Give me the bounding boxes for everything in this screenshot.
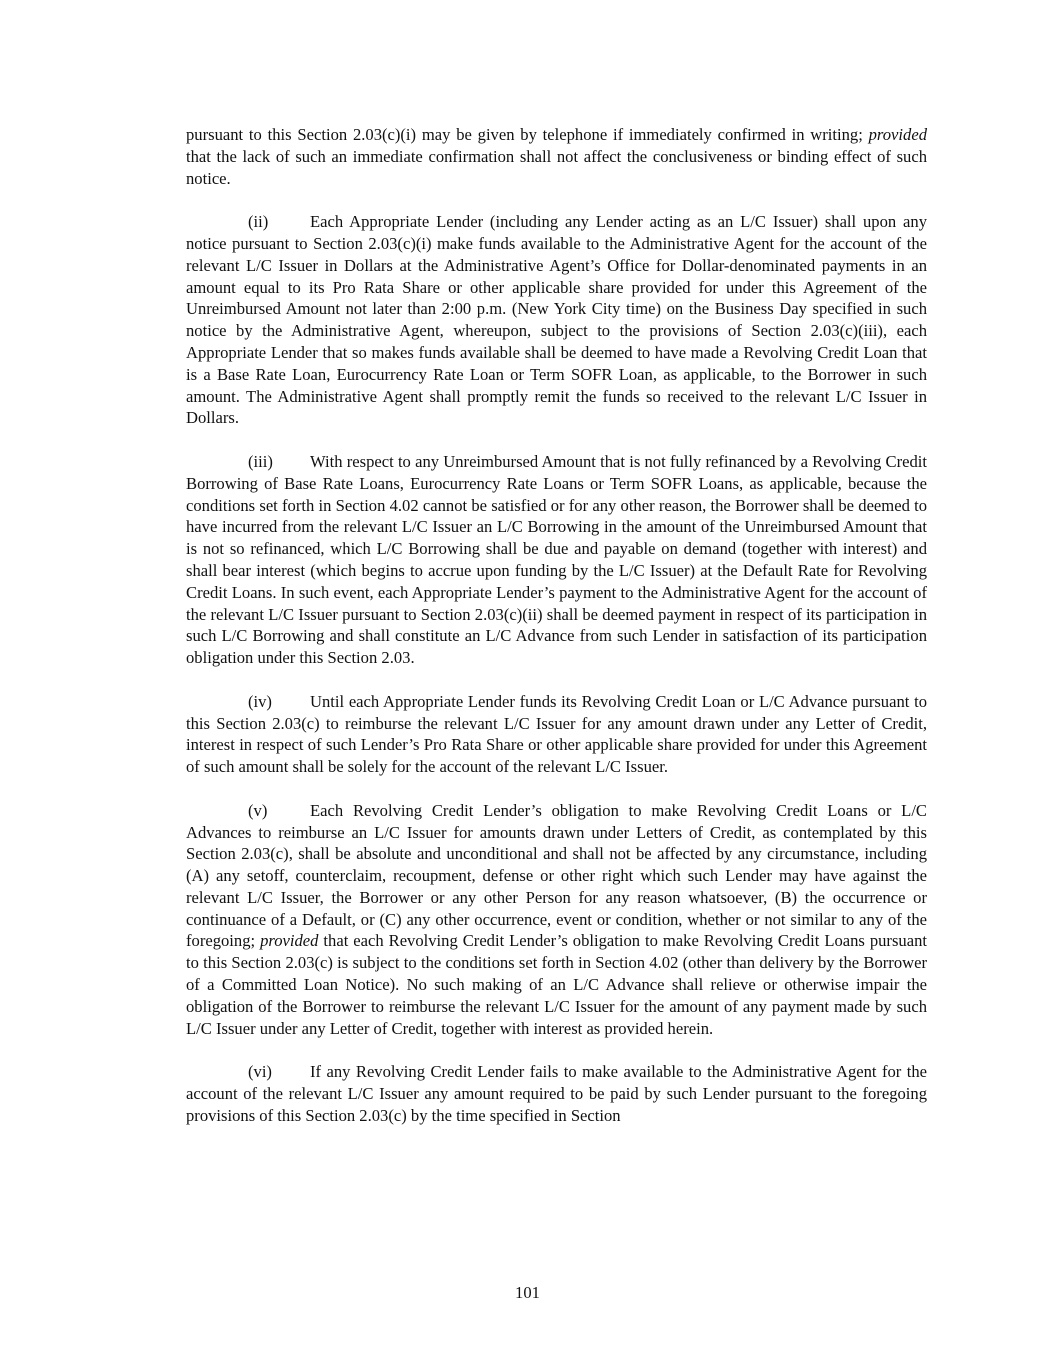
- paragraph-iii: [186, 451, 927, 669]
- run: Each Revolving Credit Lender’s obligation to make Revolving Credit Loans or L/C Advances to reimburse an L/C Issuer for amounts drawn under Letters of Credit, as contemplated by this Section 2.03(c), shall be absolute and unconditional and shall not be affected by any circumstance, including (A) any setoff, counterclaim, recoupment, defense or other right which such Lender may have against the relevant L/C Issuer, the Borrower or any other Person for any reason whatsoever, (B) the occurrence or continuance of a Default, or (C) any other occurrence, event or condition, whether or not similar to any of the foregoing;: [186, 800, 927, 951]
- emphasis-provided: provided: [260, 931, 319, 951]
- run: If any Revolving Credit Lender fails to make available to the Administrative Agent for the account of the relevant L/C Issuer any amount required to be paid by such Lender pursuant to the foregoing provisions of this Section 2.03(c) by the time specified in Section: [186, 1062, 927, 1125]
- run: Each Appropriate Lender (including any Lender acting as an L/C Issuer) shall upon any notice pursuant to Section 2.03(c)(i) make funds available to the Administrative Agent for the account of the relevant L/C Issuer in Dollars at the Administrative Agent’s Office for Dollar-denominated payments in an amount equal to its Pro Rata Share or other applicable share provided for under this Agreement of the Unreimbursed Amount not later than 2:00 p.m. (New York City time) on the Business Day specified in such notice by the Administrative Agent, whereupon, subject to the provisions of Section 2.03(c)(iii), each Appropriate Lender that so makes funds available shall be deemed to have made a Revolving Credit Loan that is a Base Rate Loan, Eurocurrency Rate Loan or Term SOFR Loan, as applicable, to the Borrower in such amount. The Administrative Agent shall promptly remit the funds so received to the relevant L/C Issuer in Dollars.: [186, 212, 927, 428]
- clause-number: (ii): [248, 212, 269, 232]
- paragraph-vi: [186, 1061, 927, 1126]
- paragraph-v: [186, 800, 927, 1040]
- document-body: [186, 124, 927, 1148]
- emphasis-provided: provided: [868, 125, 927, 144]
- paragraph-ii: [186, 211, 927, 429]
- paragraph-continuation: [186, 124, 927, 189]
- run: that each Revolving Credit Lender’s obligation to make Revolving Credit Loans pursuant to this Section 2.03(c) is subject to the conditions set forth in Section 4.02 (other than delivery by the Borrower of a Committed Loan Notice). No such making of an L/C Advance shall relieve or otherwise impair the obligation of the Borrower to reimburse the relevant L/C Issuer for the amount of any payment made by such L/C Issuer under any Letter of Credit, together with interest as provided herein.: [186, 931, 927, 1038]
- run: that the lack of such an immediate confirmation shall not affect the conclusiveness or binding effect of such notice.: [186, 146, 927, 188]
- run: With respect to any Unreimbursed Amount that is not fully refinanced by a Revolving Credit Borrowing of Base Rate Loans, Eurocurrency Rate Loans or Term SOFR Loans, as applicable, because the conditions set forth in Section 4.02 cannot be satisfied or for any other reason, the Borrower shall be deemed to have incurred from the relevant L/C Issuer an L/C Borrowing in the amount of the Unreimbursed Amount that is not so refinanced, which L/C Borrowing shall be due and payable on demand (together with interest) and shall bear interest (which begins to accrue upon funding by the L/C Issuer) at the Default Rate for Revolving Credit Loans. In such event, each Appropriate Lender’s payment to the Administrative Agent for the account of the relevant L/C Issuer pursuant to Section 2.03(c)(ii) shall be deemed payment in respect of its participation in such L/C Borrowing and shall constitute an L/C Advance from such Lender in satisfaction of its participation obligation under this Section 2.03.: [186, 451, 927, 668]
- clause-number: (iii): [248, 451, 273, 471]
- run: pursuant to this Section 2.03(c)(i) may be given by telephone if immediately confirmed in writing;: [186, 125, 869, 144]
- run: Until each Appropriate Lender funds its Revolving Credit Loan or L/C Advance pursuant to this Section 2.03(c) to reimburse the relevant L/C Issuer for any amount drawn under any Letter of Credit, interest in respect of such Lender’s Pro Rata Share or other applicable share provided for under this Agreement of such amount shall be solely for the account of the relevant L/C Issuer.: [186, 691, 927, 777]
- clause-number: (v): [248, 800, 268, 820]
- clause-number: (iv): [248, 691, 272, 711]
- paragraph-iv: [186, 691, 927, 778]
- page-number: 101: [515, 1283, 540, 1302]
- clause-number: (vi): [248, 1062, 272, 1082]
